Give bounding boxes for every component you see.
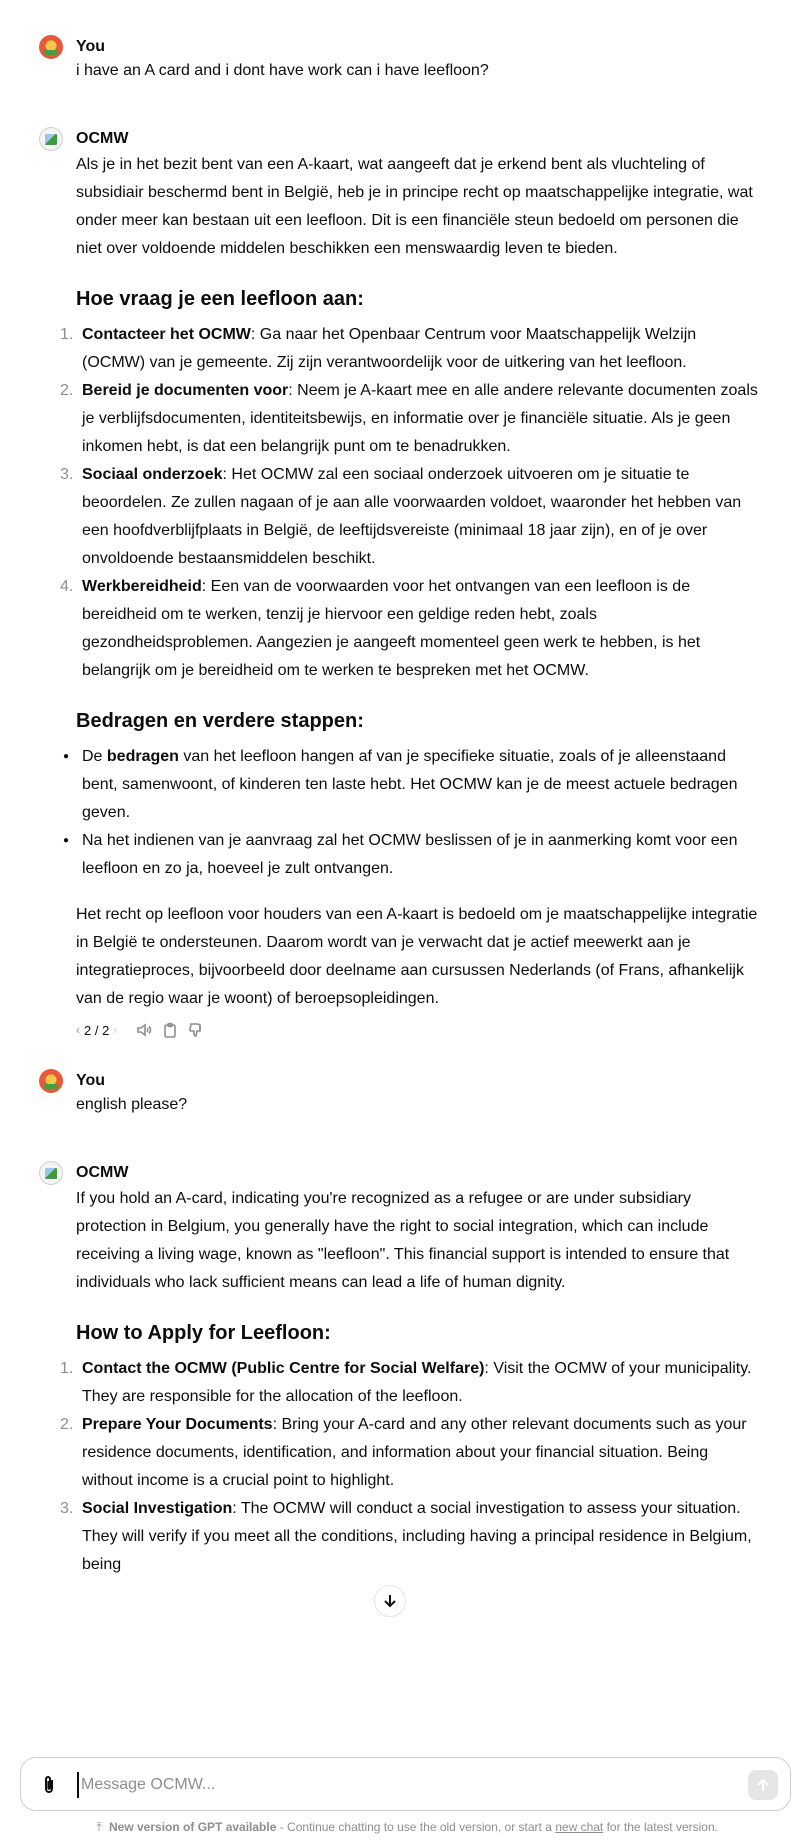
steps-list [60,321,761,685]
list-item-pre: De [82,748,107,765]
list-item [60,573,761,685]
list-item-text: van het leefloon hangen af van je specifieke situatie, zoals of je alleenstaand bent, samenwoont, of kinderen ten laste hebt. Het OCMW kan je de meest actuele bedragen geven. [82,748,738,821]
assistant-avatar [39,127,63,151]
list-item-text: : Ga naar het Openbaar Centrum voor Maatschappelijk Welzijn (OCMW) van je gemeente. Zij zijn verantwoordelijk voor de uitkering van het leefloon. [82,326,697,371]
list-item [60,1495,761,1579]
message-author: OCMW [76,130,129,147]
thumbs-down-icon [188,1022,204,1038]
list-item-title: Contacteer het OCMW [82,326,251,343]
list-item-text: : The OCMW will conduct a social investigation to assess your situation. They will verify if you meet all the conditions, including having a principal residence in Belgium, being [82,1500,752,1573]
list-item [60,1411,761,1495]
new-chat-link[interactable]: new chat [555,1820,604,1834]
list-number: 3. [60,466,74,483]
list-number: 2. [60,382,74,399]
list-item [60,461,761,573]
list-item-title: Contact the OCMW (Public Centre for Social Welfare) [82,1360,485,1377]
list-item-text: Na het indienen van je aanvraag zal het OCMW beslissen of je in aanmerking komt voor een leefloon en zo ja, hoeveel je zult ontvangen. [82,832,738,877]
list-item-title: Social Investigation [82,1500,233,1517]
user-avatar [39,35,63,59]
arrow-down-icon [382,1593,398,1609]
send-button[interactable] [748,1770,778,1800]
list-item [63,743,761,827]
assistant-message [0,1161,811,1579]
list-number: 1. [60,1360,74,1377]
message-composer [20,1757,791,1811]
assistant-avatar [39,1161,63,1185]
user-message [0,1069,811,1117]
section-heading: Bedragen en verdere stappen: [76,710,364,732]
notice-title: New version of GPT available [109,1820,277,1834]
notice-text-end: for the latest version. [603,1820,718,1834]
list-item [60,377,761,461]
clipboard-icon [162,1022,178,1038]
message-input[interactable]: Message OCMW... [77,1772,717,1798]
arrow-up-icon [755,1777,771,1793]
upload-icon: ⤒ [96,1820,102,1834]
list-number: 2. [60,1416,74,1433]
version-notice [0,1819,811,1835]
list-number: 4. [60,578,74,595]
list-item-title: Werkbereidheid [82,578,202,595]
attach-button[interactable] [39,1774,59,1796]
dislike-button[interactable] [183,1019,209,1041]
message-author: You [76,1072,106,1089]
speaker-icon [136,1022,152,1038]
list-item-text: : Een van de voorwaarden voor het ontvangen van een leefloon is de bereidheid om te werken, tenzij je hiervoor een geldige reden hebt, zoals gezondheidsproblemen. Aangezien je aangeeft momenteel geen werk te hebben, is het belangrijk om je bereidheid om te werken te bespreken met het OCMW. [82,578,701,679]
message-text: english please? [76,1096,188,1113]
user-message [0,35,811,83]
message-closing: Het recht op leefloon voor houders van een A-kaart is bedoeld om je maatschappelijke integratie in België te ondersteunen. Daarom wordt van je verwacht dat je actief meewerkt aan je integratieproces, bijvoorbeeld door deelname aan cursussen Nederlands (of Frans, afhankelijk van de regio waar je woont) of beroepsopleidingen. [76,906,758,1007]
message-author: You [76,38,106,55]
bullet-icon: ● [63,835,70,846]
list-item-title: Bereid je documenten voor [82,382,289,399]
previous-response-button[interactable]: ‹ [76,1023,80,1037]
section-heading: How to Apply for Leefloon: [76,1322,331,1344]
list-item [63,827,761,883]
list-item-text: : Visit the OCMW of your municipality. They are responsible for the allocation of the leefloon. [82,1360,752,1405]
steps-list [60,1355,761,1579]
message-intro: If you hold an A-card, indicating you're recognized as a refugee or are under subsidiary protection in Belgium, you generally have the right to social integration, which can include receiving a living wage, known as "leefloon". This financial support is intended to ensure that individuals who lack sufficient means can lead a life of human dignity. [76,1190,730,1291]
list-item-text: : Neem je A-kaart mee en alle andere relevante documenten zoals je verblijfsdocumenten, identiteitsbewijs, en informatie over je financiële situatie. Als je geen inkomen hebt, is dat een belangrijk punt om te benadrukken. [82,382,758,455]
next-response-button[interactable]: › [113,1023,118,1037]
scroll-to-bottom-button[interactable] [374,1585,406,1617]
list-item-title: Sociaal onderzoek [82,466,223,483]
paperclip-icon [39,1774,59,1796]
message-author: OCMW [76,1164,129,1181]
pager-count: 2 / 2 [84,1022,110,1038]
notice-text: - Continue chatting to use the old version, or start a [276,1820,556,1834]
message-actions [76,1019,761,1041]
bullet-list [63,743,761,883]
list-item [60,1355,761,1411]
copy-button[interactable] [157,1019,183,1041]
read-aloud-button[interactable] [131,1019,157,1041]
list-item-text: : Bring your A-card and any other relevant documents such as your residence documents, identification, and information about your financial situation. Being without income is a crucial point to highlight. [82,1416,747,1489]
list-item [60,321,761,377]
assistant-message [0,127,811,1041]
list-item-text: : Het OCMW zal een sociaal onderzoek uitvoeren om je situatie te beoordelen. Ze zullen nagaan of je aan alle voorwaarden voldoet, waaronder het hebben van een hoofdverblijfplaats in België, de leeftijdsvereiste (minimaal 18 jaar zijn), en of je over onvoldoende bestaansmiddelen beschikt. [82,466,742,567]
list-number: 1. [60,326,74,343]
message-intro: Als je in het bezit bent van een A-kaart, wat aangeeft dat je erkend bent als vluchteling of subsidiair beschermd bent in België, heb je in principe recht op maatschappelijke integratie, wat onder meer kan bestaan uit een leefloon. Dit is een financiële steun bedoeld om personen die niet over voldoende middelen beschikken een menswaardig leven te bieden. [76,156,753,257]
list-item-bold: bedragen [106,748,179,765]
bullet-icon: ● [63,751,70,762]
list-number: 3. [60,1500,74,1517]
response-pager [76,1023,117,1038]
user-avatar [39,1069,63,1093]
composer-area [0,1757,811,1846]
message-text: i have an A card and i dont have work can i have leefloon? [76,62,489,79]
section-heading: Hoe vraag je een leefloon aan: [76,288,364,310]
list-item-title: Prepare Your Documents [82,1416,273,1433]
